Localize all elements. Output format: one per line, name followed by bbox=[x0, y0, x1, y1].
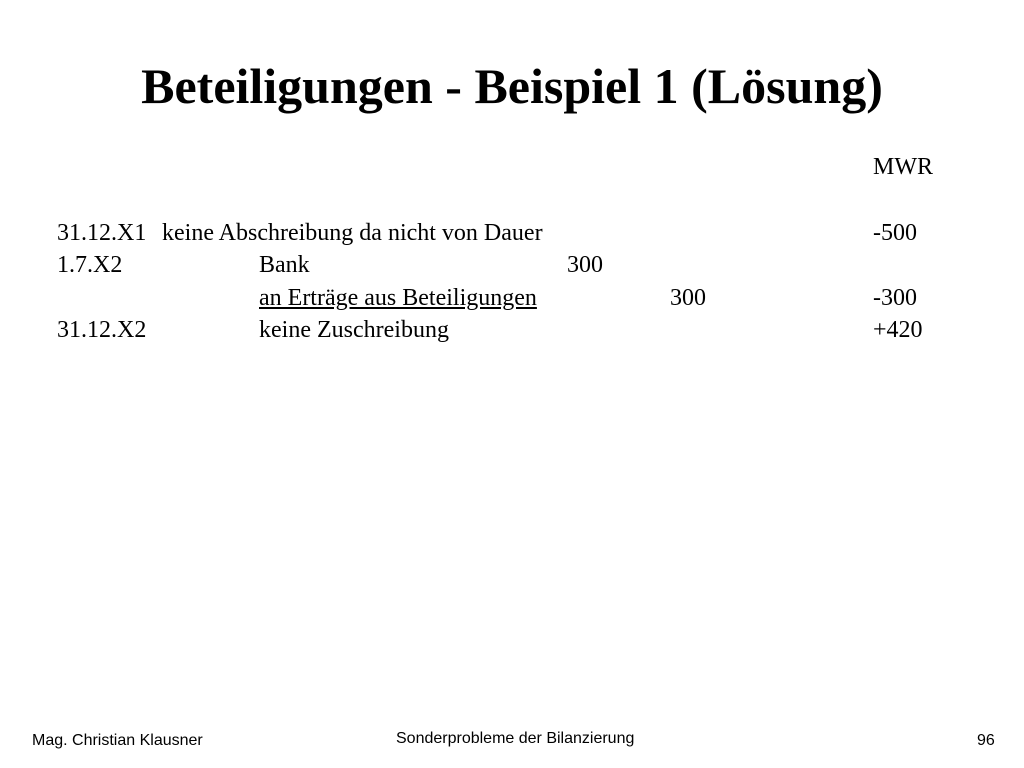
footer-author: Mag. Christian Klausner bbox=[32, 732, 203, 749]
row-3-mwr: -300 bbox=[873, 285, 917, 311]
row-1-date: 31.12.X1 bbox=[57, 220, 147, 246]
row-2-date: 1.7.X2 bbox=[57, 252, 123, 278]
row-4-date: 31.12.X2 bbox=[57, 317, 147, 343]
row-3-haben-amount: 300 bbox=[670, 285, 706, 311]
row-4-mwr: +420 bbox=[873, 317, 923, 343]
row-2-soll-amount: 300 bbox=[567, 252, 603, 278]
row-4-text: keine Zuschreibung bbox=[259, 317, 449, 343]
footer-page-number: 96 bbox=[977, 732, 995, 749]
row-3-text: an Erträge aus Beteiligungen bbox=[259, 285, 537, 311]
row-1-mwr: -500 bbox=[873, 220, 917, 246]
row-2-text: Bank bbox=[259, 252, 310, 278]
footer-topic: Sonderprobleme der Bilanzierung bbox=[396, 730, 635, 747]
slide-title: Beteiligungen - Beispiel 1 (Lösung) bbox=[141, 58, 883, 114]
row-1-text: keine Abschreibung da nicht von Dauer bbox=[162, 220, 543, 246]
mwr-column-header: MWR bbox=[873, 154, 933, 180]
